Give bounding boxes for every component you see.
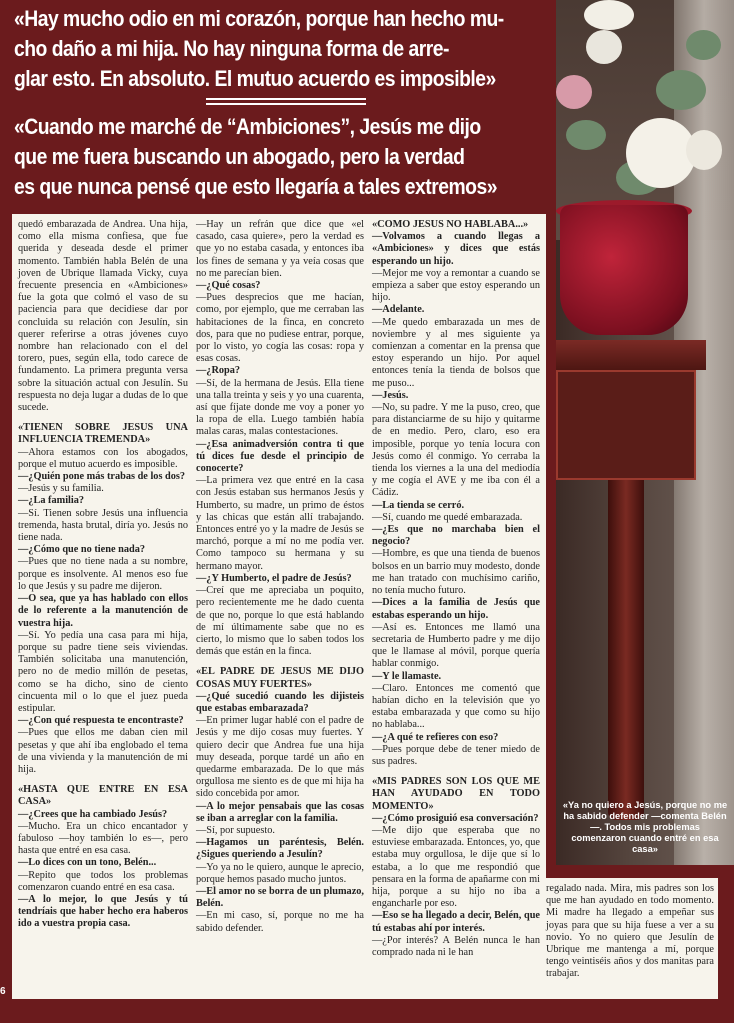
table-top — [556, 340, 706, 370]
interview-question: —O sea, que ya has hablado con ellos de lo referente a la manutención de vuestra hija. — [18, 593, 188, 629]
headline-line: glar esto. En absoluto. El mutuo acuerdo es imposible» — [14, 66, 496, 91]
page-number: 6 — [0, 986, 6, 997]
interview-question: —¿Y Humberto, el padre de Jesús? — [196, 572, 352, 584]
article-paragraph: —Ahora estamos con los abogados, porque el mutuo acuerdo es imposible. — [18, 446, 188, 470]
interview-question: —Lo dices con un tono, Belén... — [18, 857, 157, 869]
photo-caption: «Ya no quiero a Jesús, porque no me ha sabido defender —comenta Belén—. Todos mis problemas comenzaron cuando entré en esa casa» — [562, 800, 728, 854]
interview-question: —¿Ropa? — [196, 365, 241, 377]
article-paragraph: —No, su padre. Y me la puso, creo, que para distanciarme de su hijo y quitarme de en medio. Pero, claro, eso era imposible, porque yo tenía locura con Jesús como él conmigo. Yo cerraba la tienda los viernes a la una del mediodía y me cogía el AVE y me iba con él a Cádiz. — [372, 402, 540, 499]
interview-question: —¿Es que no marchaba bien el negocio? — [372, 524, 540, 548]
interview-question: —¿Qué sucedió cuando les dijisteis que estabas embarazada? — [196, 690, 364, 714]
section-subheading: «TIENEN SOBRE JESUS UNA INFLUENCIA TREMENDA» — [18, 422, 188, 446]
flower-shape — [586, 30, 622, 64]
section-subheading: «COMO JESUS NO HABLABA...» — [372, 219, 529, 230]
article-paragraph: regalado nada. Mira, mis padres son los que me han ayudado en todo momento. Mi madre ha llegado a empeñar sus joyas para que su hija fuese a ver a su novio. Yo no quiero que Jesulín de Ubrique me mantenga a mí, porque tengo veintiséis años y dos manitas para trabajar. — [546, 883, 714, 980]
interview-question: —¿Esa animadversión contra ti que tú dices fue desde el principio de conocerte? — [196, 438, 364, 475]
interview-question: —¿Con qué respuesta te encontraste? — [18, 715, 184, 727]
article-photo — [556, 0, 734, 865]
headline-quote-2 — [14, 112, 556, 202]
interview-question: —Y le llamaste. — [372, 670, 442, 682]
leaf-shape — [686, 30, 721, 60]
flower-shape — [686, 130, 722, 170]
article-paragraph: —Repito que todos los problemas comenzaron cuando entré en esa casa. — [18, 869, 188, 893]
article-column-3 — [372, 219, 540, 959]
section-subheading: «MIS PADRES SON LOS QUE ME HAN AYUDADO EN TODO MOMENTO» — [372, 776, 540, 812]
article-paragraph: —Sí. Tienen sobre Jesús una influencia tremenda, hasta brutal, diría yo. Jesús no tiene nada. — [18, 507, 188, 544]
table-body — [556, 370, 696, 480]
article-paragraph: —Yo ya no le quiero, aunque le aprecio, porque hemos pasado mucho juntos. — [196, 861, 364, 885]
article-paragraph: —En mi caso, sí, porque no me ha sabido defender. — [196, 910, 364, 934]
interview-question: —Eso se ha llegado a decir, Belén, que tú estabas ahí por interés. — [372, 910, 540, 934]
article-paragraph: —Sí, de la hermana de Jesús. Ella tiene una talla treinta y seis y yo una cuarenta, así que fíjate donde me voy a poner yo la ropa de ella. Luego también había malas caras, malas contestaciones. — [196, 377, 364, 438]
headline-line: cho daño a mi hija. No hay ninguna forma de arre- — [14, 36, 449, 61]
article-paragraph: —Hombre, es que una tienda de buenos bolsos en un barrio muy modesto, donde me han tratado con muchísimo cariño, no tenía mucho futuro. — [372, 548, 540, 597]
interview-question: —¿A qué te refieres con eso? — [372, 731, 499, 743]
article-paragraph: —Hay un refrán que dice que «el casado, casa quiere», pero la verdad es que yo no estaba casada, y entonces iba los fines de semana y ya veía cosas que no me parecían bien. — [196, 219, 364, 279]
article-paragraph: —Claro. Entonces me comentó que habían dicho en la televisión que yo estaba embarazada y que como su hijo no hablaba... — [372, 682, 540, 731]
article-paragraph: —Sí, cuando me quedé embarazada. — [372, 511, 523, 523]
article-paragraph: —La primera vez que entré en la casa con Jesús estaban sus hermanos Jesús y Humberto, su madre, un primo de éstos y las chicas que están allí trabajando. Entonces entré yo y la madre de Jesús se marchó, porque a mí no me podía ver. Como tampoco su hermana y su hermano mayor. — [196, 475, 364, 572]
article-paragraph: —¿Por interés? A Belén nunca le han comprado nada ni le han — [372, 934, 540, 958]
article-paragraph: —Me dijo que esperaba que no estuviese embarazada. Entonces, yo, que estaba muy orgullosa, le dije que sí lo estaba, a lo que me respondió que pensara en la forma de apañarme con mi hija, porque a su hijo no iba a engancharle por eso. — [372, 824, 540, 910]
divider-line — [206, 98, 366, 100]
interview-question: —A lo mejor pensabais que las cosas se iban a arreglar con la familia. — [196, 800, 364, 824]
article-column-4 — [546, 883, 714, 981]
section-subheading: «HASTA QUE ENTRE EN ESA CASA» — [18, 784, 188, 808]
flower-shape — [584, 0, 634, 30]
leaf-shape — [566, 120, 606, 150]
article-paragraph: —Pues porque debe de tener miedo de sus padres. — [372, 743, 540, 767]
interview-question: —Jesús. — [372, 389, 409, 401]
interview-question: —El amor no se borra de un plumazo, Belén. — [196, 885, 365, 910]
section-subheading: «EL PADRE DE JESUS ME DIJO COSAS MUY FUERTES» — [196, 666, 364, 690]
article-paragraph: —Me quedo embarazada un mes de noviembre y al mes siguiente ya comienzan a comentar en la prensa que estoy esperando un hijo. Por aquel entonces tenía la tienda de bolsos que me puso... — [372, 316, 540, 389]
article-paragraph: —Mejor me voy a remontar a cuando se empieza a saber que estoy esperando un hijo. — [372, 267, 540, 304]
article-paragraph: —Así es. Entonces me llamó una secretaria de Humberto padre y me dijo que le llamase al móvil, porque quería hablar conmigo. — [372, 621, 540, 670]
article-paragraph: —Sí. Yo pedía una casa para mi hija, porque su padre tiene seis viviendas. También solicitaba una manutención, pero no de medio millón de pesetas, como se ha dicho, sino de ciento cincuenta mil o lo que el juez pueda estipular. — [18, 629, 188, 714]
article-paragraph: —Pues que no tiene nada a su nombre, porque es insolvente. Al menos eso fue lo que Jesús y su padre me dijeron. — [18, 556, 188, 592]
interview-question: —¿La familia? — [18, 495, 85, 507]
headline-line: «Cuando me marché de “Ambiciones”, Jesús me dijo — [14, 114, 481, 139]
leaf-shape — [656, 70, 706, 110]
interview-question: —A lo mejor, lo que Jesús y tú tendríais que haber hecho era haberos ido a vuestra propia casa. — [18, 893, 188, 930]
interview-question: —¿Crees que ha cambiado Jesús? — [18, 808, 168, 820]
flower-shape — [556, 75, 592, 109]
table-leg — [608, 480, 644, 820]
article-column-1 — [18, 219, 188, 931]
headline-line: que me fuera buscando un abogado, pero la verdad — [14, 144, 465, 169]
headline-line: es que nunca pensé que esto llegaría a tales extremos» — [14, 174, 497, 199]
article-paragraph: —Sí, por supuesto. — [196, 824, 275, 836]
divider-line — [206, 103, 366, 105]
article-paragraph: —Mucho. Era un chico encantador y fabuloso —hoy también lo es—, pero hasta que entré en esa casa. — [18, 820, 188, 857]
interview-question: —Adelante. — [372, 304, 425, 316]
article-paragraph: —Jesús y su familia. — [18, 483, 104, 495]
article-paragraph: quedó embarazada de Andrea. Una hija, como ella misma confiesa, que fue querida y deseada desde el primer momento. También habla Belén de una joven de Ubrique llamada Vicky, cuya frecuente presencia en «Ambiciones» fue la gota que colmó el vaso de su paciencia para que decidiese dar por concluida su relación con Jesulín, sin querer referirse a otras jóvenes cuyo nombre han relacionado con el del torero, pues, según ella, todo carece de fundamento. La primera pregunta versa sobre la situación actual con Jesulín. Su respuesta no deja lugar a dudas de lo que sucede. — [18, 219, 188, 414]
interview-question: —¿Cómo que no tiene nada? — [18, 544, 146, 556]
interview-question: —¿Qué cosas? — [196, 280, 261, 292]
red-vase — [560, 205, 688, 335]
article-paragraph: —Creí que me apreciaba un poquito, pero recientemente me he dado cuenta de que no, porque lo que está hablando de mí últimamente sabe que no es cierto, lo mismo que lo saben todos los demás que están en la finca. — [196, 585, 364, 658]
article-column-2 — [196, 219, 364, 935]
article-paragraph: —Pues que ellos me daban cien mil pesetas y que ahí iba englobado el tema de una vivienda y la manutención de mi hija. — [18, 727, 188, 775]
article-paragraph: —En primer lugar hablé con el padre de Jesús y me dijo cosas muy fuertes. Y quiero decir que Andrea fue una hija muy deseada, porque tardé un año en quedarme embarazada. De lo que más orgullosa me siento es de que mi hija ha sido concebida por amor. — [196, 715, 364, 800]
article-paragraph: —Pues desprecios que me hacían, como, por ejemplo, que me cerraban las habitaciones de la finca, en concreto dos, para que no pudiese entrar, porque, por lo visto, yo cogía las cosas: ropa y esas cosas. — [196, 292, 364, 365]
interview-question: —Dices a la familia de Jesús que estabas esperando un hijo. — [372, 597, 540, 621]
interview-question: —Volvamos a cuando llegas a «Ambiciones» y dices que estás esperando un hijo. — [372, 231, 540, 267]
interview-question: —La tienda se cerró. — [372, 499, 465, 511]
headline-quote-1 — [14, 4, 556, 94]
interview-question: —Hagamos un paréntesis, Belén. ¿Sigues queriendo a Jesulín? — [196, 837, 364, 861]
interview-question: —¿Cómo prosiguió esa conversación? — [372, 812, 539, 824]
interview-question: —¿Quién pone más trabas de los dos? — [18, 471, 186, 483]
headline-line: «Hay mucho odio en mi corazón, porque han hecho mu- — [14, 6, 504, 31]
